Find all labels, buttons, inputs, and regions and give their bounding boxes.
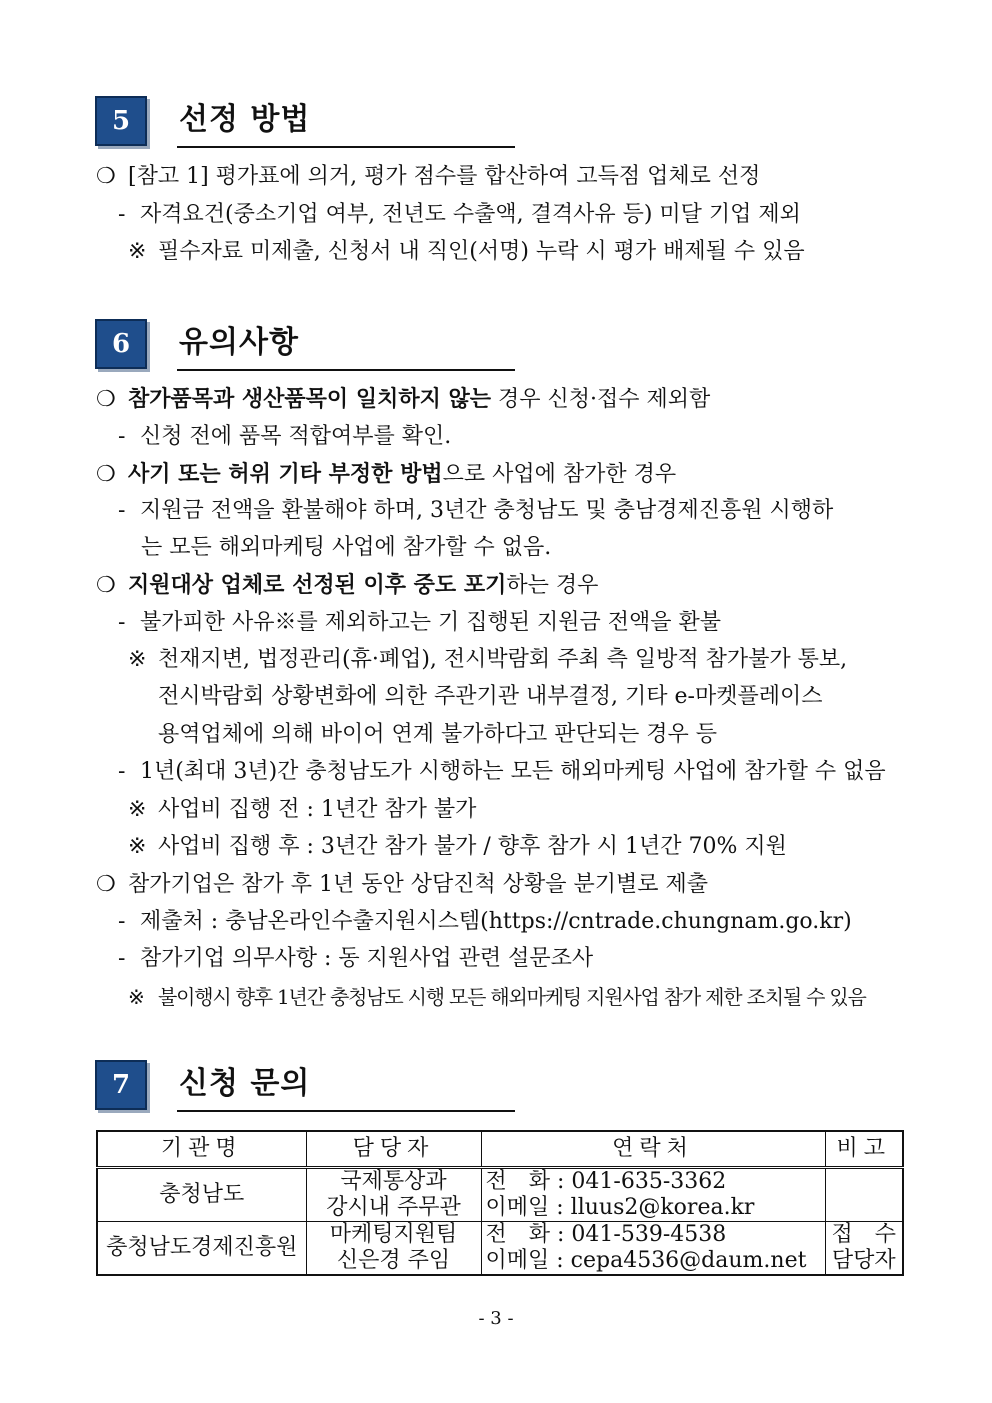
s5-line-3: ※ 필수자료 미제출, 신청서 내 직인(서명) 누락 시 평가 배제될 수 있음	[128, 237, 805, 267]
s6-line-15: - 제출처 : 충남온라인수출지원시스템(https://cntrade.chungnam.go.kr)	[118, 907, 852, 937]
dash-icon: -	[118, 610, 126, 635]
s6-line-8: ※ 천재지변, 법정관리(휴·폐업), 전시박람회 주최 측 일방적 참가불가 통보,	[128, 645, 847, 675]
reference-mark-icon: ※	[128, 647, 147, 672]
dash-icon: -	[118, 909, 126, 934]
s6-line-1: ❍ 참가품목과 생산품목이 일치하지 않는 경우 신청·접수 제외함	[96, 384, 710, 415]
s6-line-6: ❍ 지원대상 업체로 선정된 이후 중도 포기하는 경우	[96, 570, 598, 601]
contact-table	[96, 1130, 904, 1276]
reference-mark-icon: ※	[128, 797, 147, 822]
dash-icon: -	[118, 946, 126, 971]
org-cell: 충청남도경제진흥원	[97, 1222, 306, 1276]
reference-mark-icon: ※	[128, 985, 144, 1009]
s6-line-7: - 불가피한 사유※를 제외하고는 기 집행된 지원금 전액을 환불	[118, 608, 721, 638]
reference-mark-icon: ※	[128, 239, 147, 264]
email-text: 이메일 : cepa4536@daum.net	[485, 1248, 807, 1273]
table-header-row	[97, 1131, 903, 1168]
org-cell: 충청남도	[97, 1168, 306, 1222]
s5-line-2: - 자격요건(중소기업 여부, 전년도 수출액, 결격사유 등) 미달 기업 제외	[118, 200, 801, 230]
page-number: - 3 -	[478, 1308, 514, 1329]
s6-line-5: 는 모든 해외마케팅 사업에 참가할 수 없음.	[141, 535, 552, 560]
table-row	[97, 1222, 903, 1276]
section-7-header	[95, 1060, 515, 1112]
phone-text: 전 화 : 041-635-3362	[485, 1169, 727, 1194]
email-text: 이메일 : lluus2@korea.kr	[485, 1195, 755, 1220]
s6-line-12: ※ 사업비 집행 전 : 1년간 참가 불가	[128, 795, 476, 825]
s6-line-10: 용역업체에 의해 바이어 연계 불가하다고 판단되는 경우 등	[158, 722, 718, 747]
note-cell	[825, 1168, 903, 1222]
s6-line-2: - 신청 전에 품목 적합여부를 확인.	[118, 422, 451, 452]
dash-icon: -	[118, 759, 126, 784]
s6-line-17: ※ 불이행시 향후 1년간 충청남도 시행 모든 해외마케팅 지원사업 참가 제한 조치될 수 있음	[128, 982, 866, 1012]
s6-line-16: - 참가기업 의무사항 : 동 지원사업 관련 설문조사	[118, 944, 593, 974]
section-underline	[177, 369, 515, 371]
section-number-badge: 6	[95, 319, 147, 369]
person-cell: 국제통상과 강시내 주무관	[306, 1168, 481, 1222]
s6-line-9: 전시박람회 상황변화에 의한 주관기관 내부결정, 기타 e-마켓플레이스	[158, 684, 823, 709]
section-5-header	[95, 96, 515, 148]
header-org: 기관명	[97, 1131, 306, 1168]
header-contact: 연락처	[481, 1131, 825, 1168]
circle-bullet-icon: ❍	[96, 872, 116, 897]
circle-bullet-icon: ❍	[96, 462, 116, 487]
reference-mark-icon: ※	[128, 834, 147, 859]
header-note: 비고	[825, 1131, 903, 1168]
header-person: 담당자	[306, 1131, 481, 1168]
s6-line-13: ※ 사업비 집행 후 : 3년간 참가 불가 / 향후 참가 시 1년간 70% 지원	[128, 832, 787, 862]
contact-cell	[481, 1168, 825, 1222]
section-6-header	[95, 319, 515, 371]
section-title: 선정 방법	[179, 102, 311, 137]
s6-line-3: ❍ 사기 또는 허위 기타 부정한 방법으로 사업에 참가한 경우	[96, 459, 676, 490]
phone-text: 전 화 : 041-539-4538	[485, 1222, 727, 1247]
note-cell: 접 수 담당자	[825, 1222, 903, 1276]
table-row	[97, 1168, 903, 1222]
section-number-badge: 5	[95, 96, 147, 146]
dash-icon: -	[118, 424, 126, 449]
dash-icon: -	[118, 498, 126, 523]
section-underline	[177, 1110, 515, 1112]
circle-bullet-icon: ❍	[96, 573, 116, 598]
section-number-badge: 7	[95, 1060, 147, 1110]
circle-bullet-icon: ❍	[96, 164, 116, 189]
contact-cell	[481, 1222, 825, 1276]
s6-line-14: ❍ 참가기업은 참가 후 1년 동안 상담진척 상황을 분기별로 제출	[96, 870, 708, 900]
circle-bullet-icon: ❍	[96, 387, 116, 412]
section-title: 유의사항	[179, 325, 299, 360]
section-underline	[177, 146, 515, 148]
person-cell: 마케팅지원팀 신은경 주임	[306, 1222, 481, 1276]
s5-line-1: ❍ [참고 1] 평가표에 의거, 평가 점수를 합산하여 고득점 업체로 선정	[96, 162, 760, 192]
section-title: 신청 문의	[179, 1066, 311, 1101]
s6-line-4: - 지원금 전액을 환불해야 하며, 3년간 충청남도 및 충남경제진흥원 시행하	[118, 496, 833, 526]
s6-line-11: - 1년(최대 3년)간 충청남도가 시행하는 모든 해외마케팅 사업에 참가할 수 없음	[118, 757, 886, 787]
dash-icon: -	[118, 202, 126, 227]
